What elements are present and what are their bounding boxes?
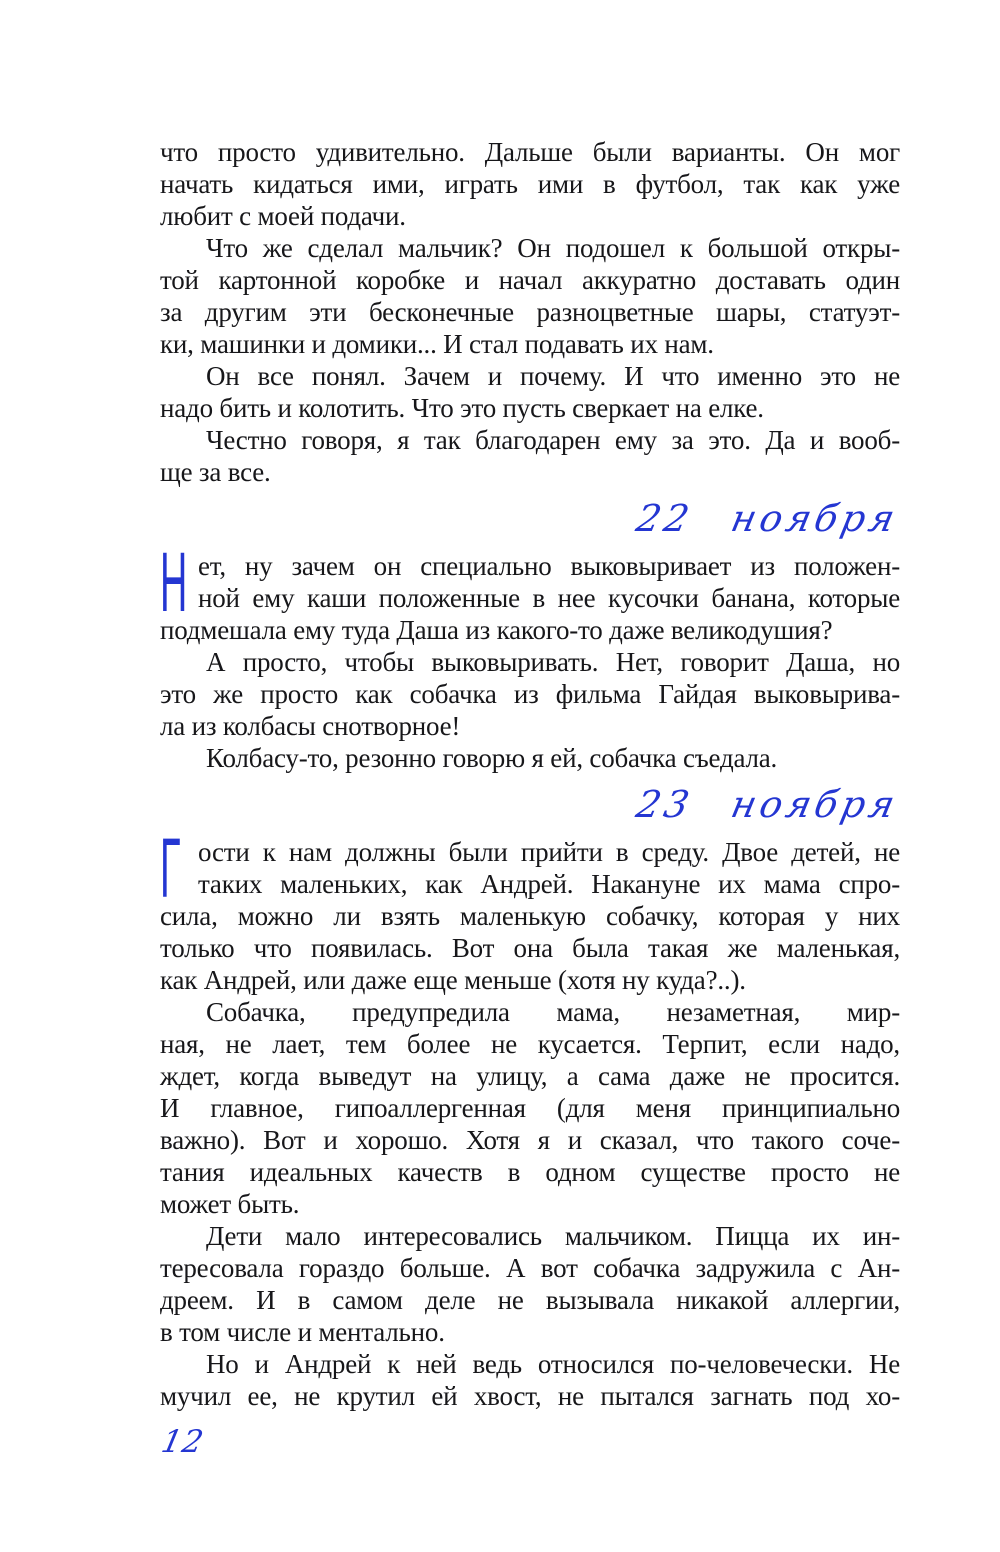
text-line: тересовала гораздо больше. А вот собачка задружила с Ан- bbox=[160, 1253, 900, 1283]
text-line: в том числе и ментально. bbox=[160, 1317, 445, 1347]
text-line: Честно говоря, я так благодарен ему за это. Да и вооб- bbox=[206, 425, 900, 455]
text-line: начать кидаться ими, играть ими в футбол, так как уже bbox=[160, 169, 900, 199]
text-line: за другим эти бесконечные разноцветные шары, статуэт- bbox=[160, 297, 900, 327]
diary-date-heading bbox=[160, 488, 903, 550]
text-line: может быть. bbox=[160, 1189, 300, 1219]
text-line: ная, не лает, тем более не кусается. Терпит, если надо, bbox=[160, 1029, 900, 1059]
text-line: Колбасу-то, резонно говорю я ей, собачка съедала. bbox=[206, 743, 778, 773]
text-line: ет, ну зачем он специально выковыривает из положен- bbox=[198, 551, 900, 581]
diary-date-text: 23 ноября bbox=[632, 783, 903, 826]
text-line: любит с моей подачи. bbox=[160, 201, 406, 231]
drop-cap-letter: Н bbox=[160, 535, 188, 629]
text-line: мучил ее, не крутил ей хвост, не пытался загнать под хо- bbox=[160, 1381, 900, 1411]
text-line: это же просто как собачка из фильма Гайдая выковырива- bbox=[160, 679, 900, 709]
text-line: ки, машинки и домики... И стал подавать их нам. bbox=[160, 329, 714, 359]
diary-date-heading bbox=[160, 774, 903, 836]
text-line: Что же сделал мальчик? Он подошел к большой откры- bbox=[206, 233, 900, 263]
text-line: дреем. И в самом деле не вызывала никакой аллергии, bbox=[160, 1285, 900, 1315]
text-line: Дети мало интересовались мальчиком. Пицца их ин- bbox=[206, 1221, 900, 1251]
text-line: ла из колбасы снотворное! bbox=[160, 711, 461, 741]
text-line: ной ему каши положенные в нее кусочки банана, которые bbox=[198, 583, 900, 613]
text-line: как Андрей, или даже еще меньше (хотя ну куда?..). bbox=[160, 965, 746, 995]
paragraph bbox=[160, 535, 900, 774]
text-line: А просто, чтобы выковыривать. Нет, говорит Даша, но bbox=[206, 647, 900, 677]
text-line: важно). Вот и хорошо. Хотя я и сказал, что такого соче- bbox=[160, 1125, 900, 1155]
text-line: что просто удивительно. Дальше были варианты. Он мог bbox=[160, 137, 900, 167]
page-number: 12 bbox=[158, 1424, 208, 1460]
text-line: той картонной коробке и начал аккуратно доставать один bbox=[160, 265, 900, 295]
drop-cap-letter: Г bbox=[160, 821, 181, 915]
text-line: Но и Андрей к ней ведь относился по-человечески. Не bbox=[206, 1349, 900, 1379]
text-line: тания идеальных качеств в одном существе просто не bbox=[160, 1157, 900, 1187]
text-line: Он все понял. Зачем и почему. И что именно это не bbox=[206, 361, 900, 391]
text-column bbox=[160, 136, 903, 1412]
text-line: подмешала ему туда Даша из какого-то даже великодушия? bbox=[160, 615, 833, 645]
text-line: таких маленьких, как Андрей. Накануне их мама спро- bbox=[198, 869, 900, 899]
paragraph bbox=[160, 821, 900, 1412]
diary-date-text: 22 ноября bbox=[632, 497, 903, 540]
text-line: Собачка, предупредила мама, незаметная, мир- bbox=[206, 997, 900, 1027]
text-line: ждет, когда выведут на улицу, а сама даже не просится. bbox=[160, 1061, 900, 1091]
text-line: сила, можно ли взять маленькую собачку, которая у них bbox=[160, 901, 900, 931]
text-line: И главное, гипоаллергенная (для меня принципиально bbox=[160, 1093, 900, 1123]
text-line: ще за все. bbox=[160, 457, 271, 487]
paragraph bbox=[160, 136, 900, 488]
text-line: надо бить и колотить. Что это пусть сверкает на елке. bbox=[160, 393, 764, 423]
text-line: только что появилась. Вот она была такая же маленькая, bbox=[160, 933, 900, 963]
text-line: ости к нам должны были прийти в среду. Двое детей, не bbox=[198, 837, 900, 867]
